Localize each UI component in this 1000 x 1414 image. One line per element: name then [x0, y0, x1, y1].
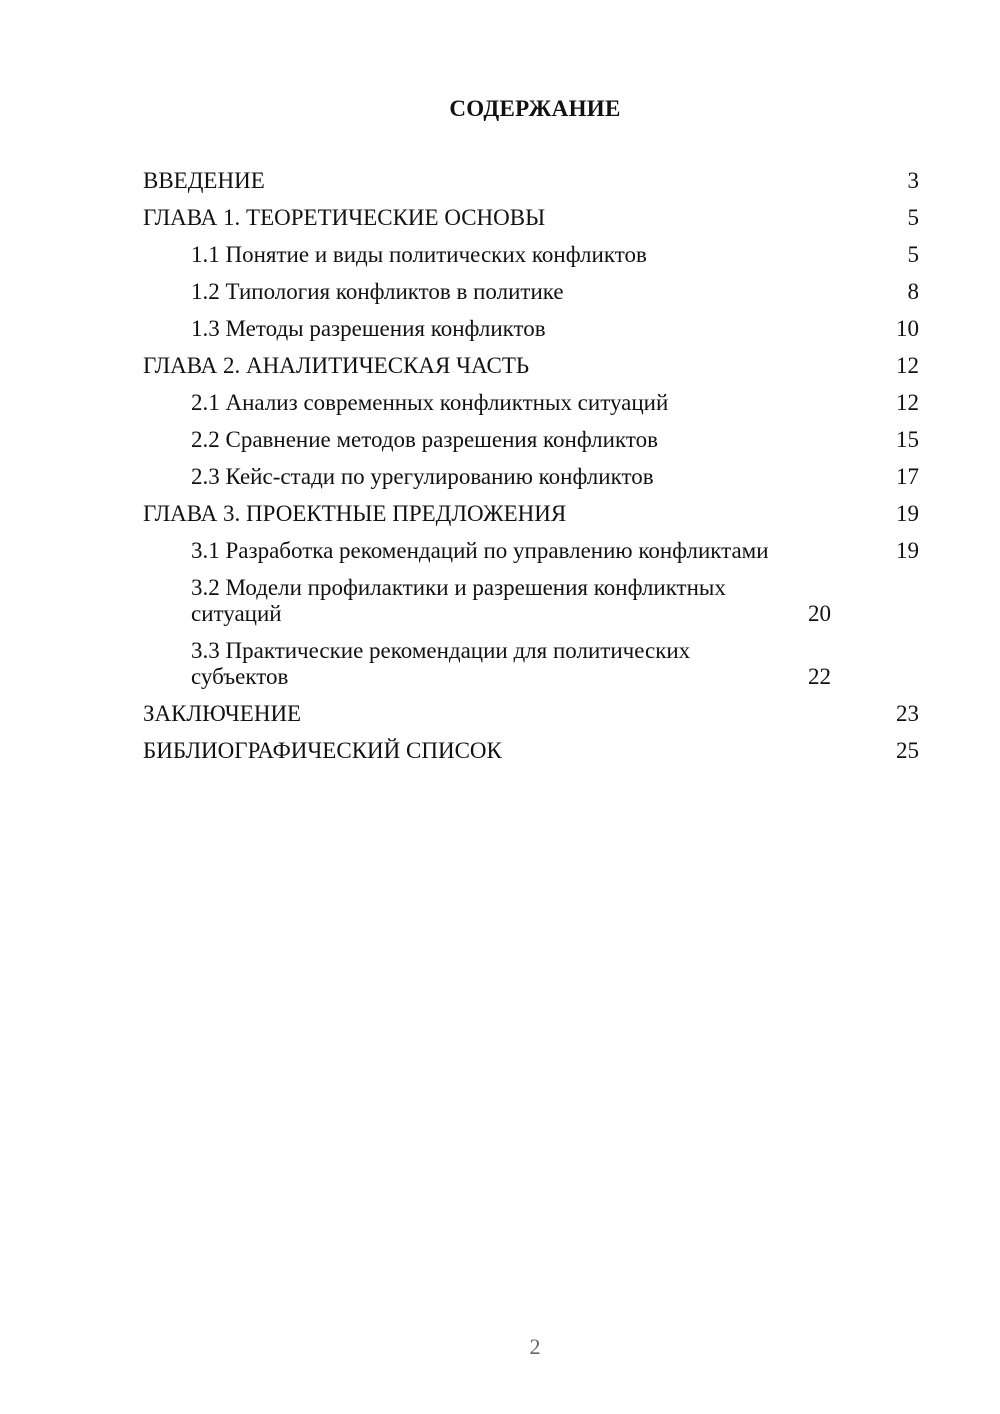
toc-entry-page: 19: [896, 538, 919, 563]
toc-entry-page: 3: [907, 168, 919, 193]
toc-entry-label: 2.2 Сравнение методов разрешения конфликтов: [191, 427, 658, 452]
toc-entry-chapter-3[interactable]: [143, 501, 919, 527]
toc-entry-page: 17: [896, 464, 919, 489]
toc-entry-page: 23: [896, 701, 919, 726]
toc-entry-section-1-1[interactable]: [143, 242, 919, 268]
toc-entry-label: 3.1 Разработка рекомендаций по управлению конфликтами: [191, 538, 769, 563]
toc-entry-section-3-1[interactable]: [143, 538, 919, 564]
toc-entry-page: 12: [896, 390, 919, 415]
toc-entry-section-2-2[interactable]: [143, 427, 919, 453]
page-number: 2: [529, 1334, 541, 1359]
toc-entry-label: ГЛАВА 3. ПРОЕКТНЫЕ ПРЕДЛОЖЕНИЯ: [143, 501, 567, 526]
toc-entry-page: 8: [907, 279, 919, 304]
toc-entry-bibliography[interactable]: [143, 738, 919, 764]
page-title: СОДЕРЖАНИЕ: [449, 96, 621, 121]
table-of-contents: [143, 168, 919, 775]
toc-entry-conclusion[interactable]: [143, 701, 919, 727]
toc-entry-label: 2.3 Кейс-стади по урегулированию конфликтов: [191, 464, 654, 489]
toc-entry-chapter-2[interactable]: [143, 353, 919, 379]
toc-entry-label: ГЛАВА 2. АНАЛИТИЧЕСКАЯ ЧАСТЬ: [143, 353, 530, 378]
toc-entry-page: 15: [896, 427, 919, 452]
toc-entry-section-2-3[interactable]: [143, 464, 919, 490]
toc-entry-page: 22: [808, 664, 831, 689]
toc-entry-page: 5: [907, 205, 919, 230]
toc-entry-label: 1.2 Типология конфликтов в политике: [191, 279, 564, 304]
toc-entry-label: ГЛАВА 1. ТЕОРЕТИЧЕСКИЕ ОСНОВЫ: [143, 205, 546, 230]
toc-entry-section-1-2[interactable]: [143, 279, 919, 305]
toc-entry-label: 2.1 Анализ современных конфликтных ситуаций: [191, 390, 669, 415]
toc-entry-label: 3.2 Модели профилактики и разрешения конфликтных ситуаций: [191, 575, 726, 626]
toc-entry-label: ВВЕДЕНИЕ: [143, 168, 265, 193]
toc-entry-page: 5: [907, 242, 919, 267]
toc-entry-introduction[interactable]: [143, 168, 919, 194]
toc-entry-page: 12: [896, 353, 919, 378]
toc-entry-label: ЗАКЛЮЧЕНИЕ: [143, 701, 302, 726]
toc-entry-section-3-3[interactable]: [143, 638, 919, 690]
toc-entry-label: 3.3 Практические рекомендации для политических субъектов: [191, 638, 691, 689]
toc-entry-label: 1.1 Понятие и виды политических конфликтов: [191, 242, 647, 267]
toc-entry-page: 25: [896, 738, 919, 763]
toc-entry-page: 19: [896, 501, 919, 526]
toc-entry-chapter-1[interactable]: [143, 205, 919, 231]
toc-entry-page: 20: [808, 601, 831, 626]
toc-entry-section-3-2[interactable]: [143, 575, 919, 627]
toc-entry-label: БИБЛИОГРАФИЧЕСКИЙ СПИСОК: [143, 738, 502, 763]
toc-entry-section-1-3[interactable]: [143, 316, 919, 342]
toc-entry-section-2-1[interactable]: [143, 390, 919, 416]
toc-entry-label: 1.3 Методы разрешения конфликтов: [191, 316, 546, 341]
toc-entry-page: 10: [896, 316, 919, 341]
